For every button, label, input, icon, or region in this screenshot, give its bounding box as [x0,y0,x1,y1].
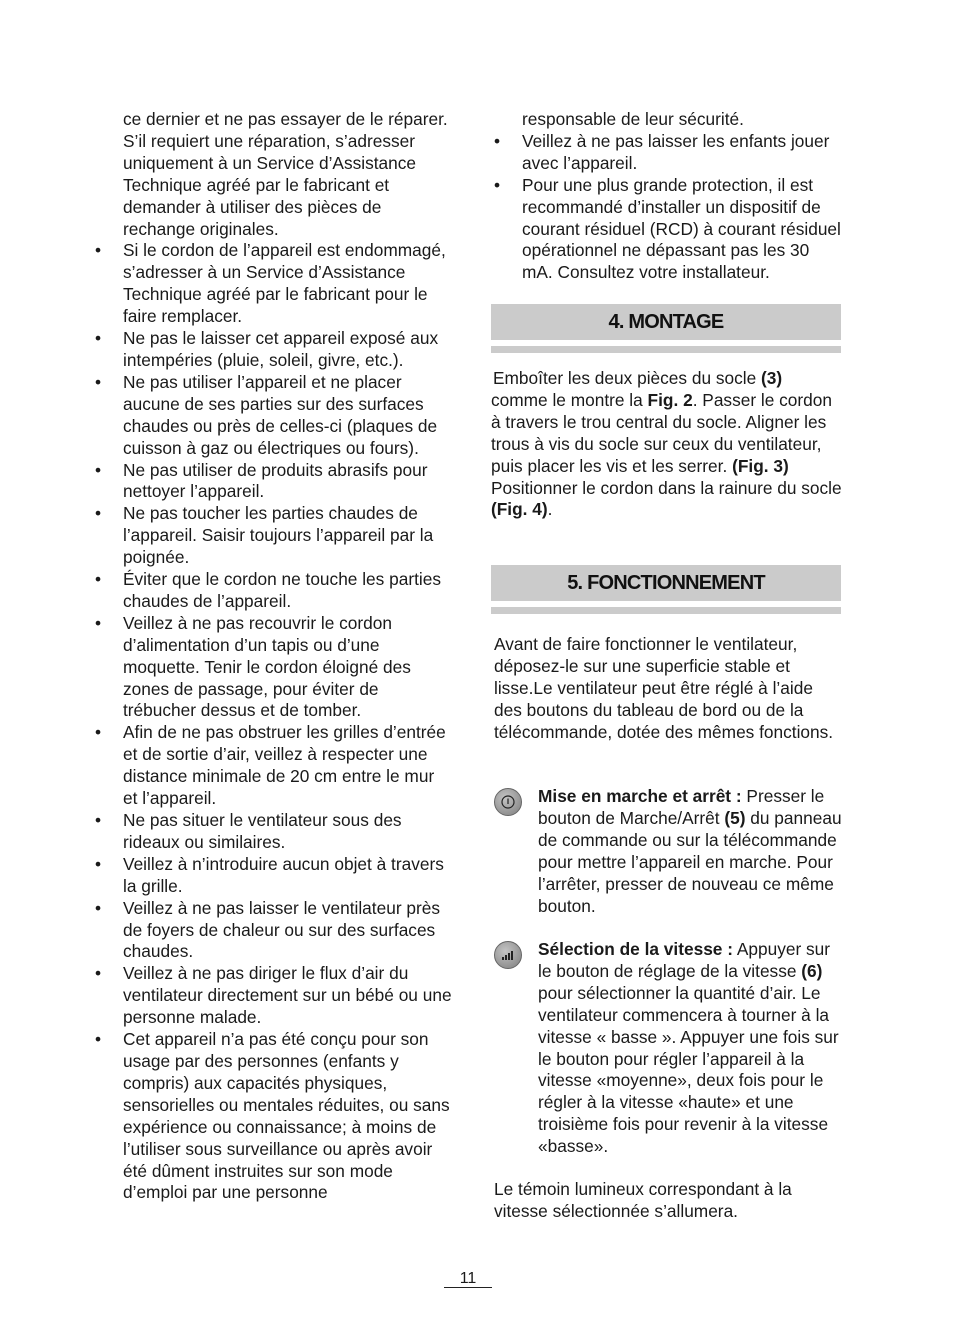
bullet-marker: • [95,1029,102,1050]
bullet-text: Ne pas utiliser de produits abrasifs pour nettoyer l’appareil. [123,459,428,502]
bullet-marker: • [95,963,102,984]
bullet-item [92,898,452,964]
bullet-marker: • [95,371,102,392]
bullet-item [92,963,452,1029]
speed-bars-icon [494,941,522,969]
bullet-marker: • [95,722,102,743]
continued-text: responsable de leur sécurité. [522,109,744,129]
bullet-marker: • [95,240,102,261]
bullet-marker: • [95,503,102,524]
section-heading-fonctionnement: 5. FONCTIONNEMENT [491,565,841,601]
bullet-text: Veillez à ne pas laisser les enfants jouer avec l’appareil. [522,130,830,173]
bullet-text: Veillez à ne pas recouvrir le cordon d’alimentation d’un tapis ou d’une moquette. Tenir le cordon éloigné des zones de passage, pour éviter de trébucher dessus et de tomber. [123,612,411,721]
bullet-list [491,131,843,284]
feature-power-text: Mise en marche et arrêt : Presser le bouton de Marche/Arrêt (5) du panneau de commande ou sur la télécommande pour mettre l’appareil en marche. Pour l’arrêter, presser de nouveau ce même bouton. [538,786,842,916]
bullet-marker: • [95,569,102,590]
feature-speed-text: Sélection de la vitesse : Appuyer sur le bouton de réglage de la vitesse (6) pour sélectionner la quantité d’air. Le ventilateur commencera à tourner à la vitesse « basse ». Appuyer une fois sur le bouton pour régler l’appareil à la vitesse «moyenne», deux fois pour le régler à la vitesse «haute» et une troisième fois pour revenir à la vitesse «basse». [538,939,839,1157]
bullet-item [491,175,843,285]
continued-text: ce dernier et ne pas essayer de le réparer. S’il requiert une réparation, s’adresser uniquement à un Service d’Assistance Technique agréé par le fabricant et demander à utiliser des pièces de rechange originales. [123,109,448,239]
bullet-text: Ne pas le laisser cet appareil exposé aux intempéries (pluie, soleil, givre, etc.). [123,328,439,370]
bullet-item [92,328,452,372]
bullet-text: Pour une plus grande protection, il est recommandé d’installer un dispositif de courant résiduel (RCD) à courant résiduel opérationnel ne dépassant pas les 30 mA. Consultez votre installateur. [522,174,841,283]
heading-rule [491,607,841,614]
bullet-list [92,240,452,1204]
led-indicator-text: Le témoin lumineux correspondant à la vitesse sélectionnée s’allumera. [494,1179,792,1221]
bullet-marker: • [494,130,501,151]
section-heading-montage: 4. MONTAGE [491,304,841,340]
bullet-item [92,854,452,898]
bullet-marker: • [95,897,102,918]
bullet-text: Éviter que le cordon ne touche les parties chaudes de l’appareil. [123,569,441,611]
bullet-text: Veillez à ne pas diriger le flux d’air du ventilateur directement sur un bébé ou une personne malade. [123,963,452,1028]
bullet-text: Ne pas toucher les parties chaudes de l’appareil. Saisir toujours l’appareil par la poignée. [123,503,434,568]
bullet-item [92,372,452,460]
bullet-text: Ne pas utiliser l’appareil et ne placer aucune de ses parties sur des surfaces chaudes ou près de celles-ci (plaques de cuisson à gaz ou électriques ou fours). [123,371,438,458]
left-column [92,109,452,1204]
bullet-item [491,131,843,175]
bullet-marker: • [95,853,102,874]
page-number: 11 [459,1270,477,1287]
montage-paragraph: Emboîter les deux pièces du socle (3) comme le montre la Fig. 2. Passer le cordon à travers le trou central du socle. Aligner les trous à vis du socle sur ceux du ventilateur, puis placer les vis et les serrer. (Fig. 3) Positionner le cordon dans la rainure du socle (Fig. 4). [491,368,842,520]
page-number-rule [444,1287,492,1288]
bullet-item [92,460,452,504]
bullet-marker: • [95,612,102,633]
bullet-item [92,503,452,569]
right-column-safety [491,109,843,284]
bullet-text: Veillez à ne pas laisser le ventilateur près de foyers de chaleur ou sur des surfaces chaudes. [123,897,440,962]
bullet-text: Veillez à n’introduire aucun objet à travers la grille. [123,853,444,896]
bullet-item [92,569,452,613]
bullet-marker: • [95,459,102,480]
bullet-text: Si le cordon de l’appareil est endommagé, s’adresser à un Service d’Assistance Technique agréé par le fabricant pour le faire remplacer. [123,240,446,327]
heading-rule [491,346,841,353]
bullet-item [92,613,452,723]
bullet-marker: • [95,328,102,349]
bullet-text: Cet appareil n’a pas été conçu pour son usage par des personnes (enfants y compris) aux capacités physiques, sensorielles ou mentales réduites, ou sans expérience ou connaissance; à moins de l’utiliser sous surveillance ou après avoir été dûment instruites sur son mode d’emploi par une personne [123,1029,450,1203]
bullet-marker: • [95,810,102,830]
bullet-text: Ne pas situer le ventilateur sous des rideaux ou similaires. [123,810,402,852]
fonctionnement-intro: Avant de faire fonctionner le ventilateur, déposez-le sur une superficie stable et lisse.Le ventilateur peut être réglé à l’aide des boutons du tableau de bord ou de la télécommande, dotée des mêmes fonctions. [494,634,834,742]
bullet-item [92,240,452,328]
power-button-icon [494,788,522,816]
bullet-item [92,722,452,810]
bullet-item [92,1029,452,1204]
bullet-item [92,810,452,854]
bullet-marker: • [494,174,501,195]
bullet-text: Afin de ne pas obstruer les grilles d’entrée et de sortie d’air, veillez à respecter une distance minimale de 20 cm entre le mur et l’appareil. [123,722,446,809]
